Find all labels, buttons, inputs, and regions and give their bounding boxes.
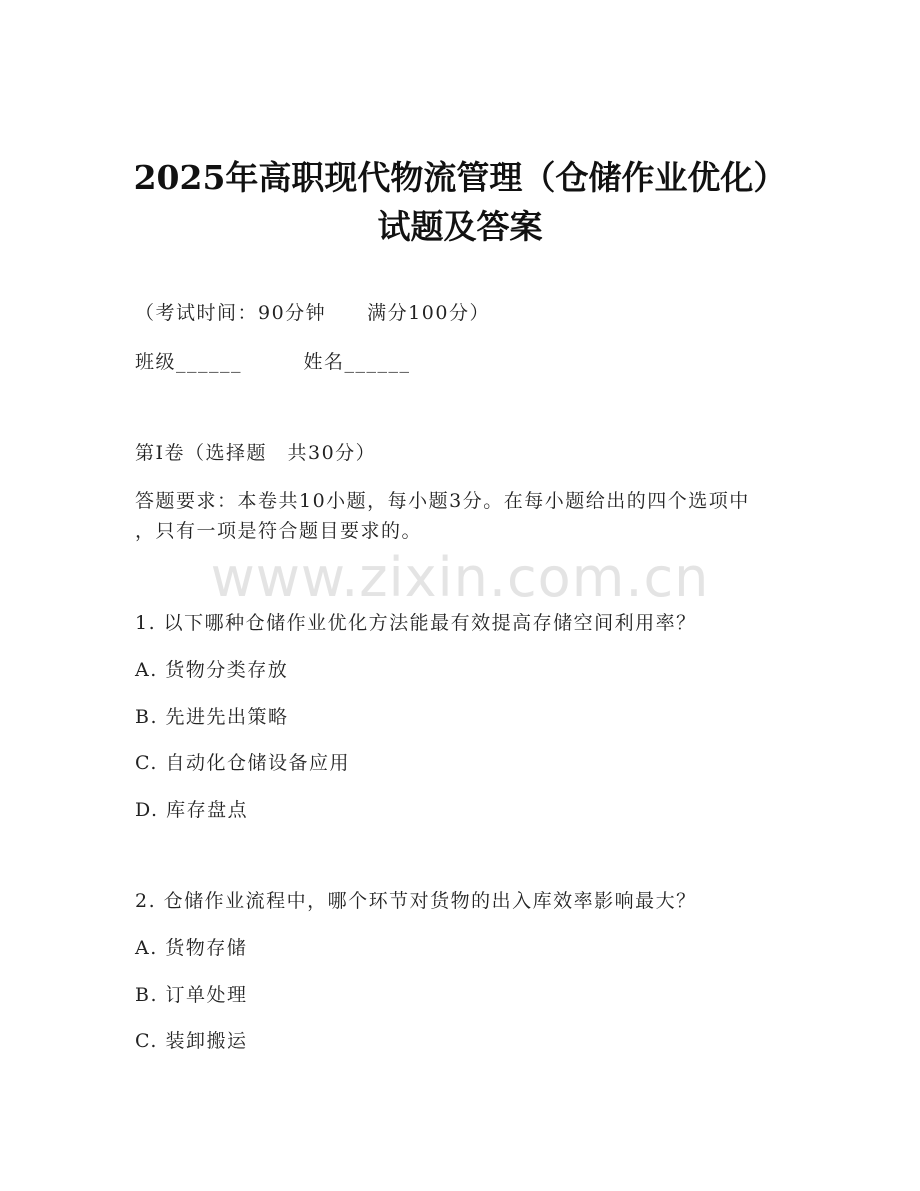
watermark: www.zixin.com.cn <box>210 546 710 609</box>
question-2-option-b: B. 订单处理 <box>135 984 248 1006</box>
instructions-line-2: ，只有一项是符合题目要求的。 <box>135 520 423 542</box>
document-title-line-2: 试题及答案 <box>377 207 543 246</box>
question-1-option-b: B. 先进先出策略 <box>135 706 289 728</box>
class-name-fields: 班级______ 姓名______ <box>135 351 411 373</box>
question-2-stem: 2. 仓储作业流程中，哪个环节对货物的出入库效率影响最大？ <box>135 890 697 912</box>
question-2-option-c: C. 装卸搬运 <box>135 1030 248 1052</box>
document-title-line-1: 2025年高职现代物流管理（仓储作业优化） <box>133 158 787 197</box>
question-1-option-d: D. 库存盘点 <box>135 799 249 821</box>
question-1-stem: 1. 以下哪种仓储作业优化方法能最有效提高存储空间利用率？ <box>135 612 697 634</box>
instructions-line-1: 答题要求：本卷共10小题，每小题3分。在每小题给出的四个选项中 <box>135 490 750 512</box>
section-title: 第Ⅰ卷（选择题 共30分） <box>135 442 377 464</box>
question-2-option-a: A. 货物存储 <box>135 937 248 959</box>
exam-time-score: （考试时间：90分钟 满分100分） <box>135 302 490 324</box>
question-1-option-a: A. 货物分类存放 <box>135 659 289 681</box>
question-1-option-c: C. 自动化仓储设备应用 <box>135 752 350 774</box>
